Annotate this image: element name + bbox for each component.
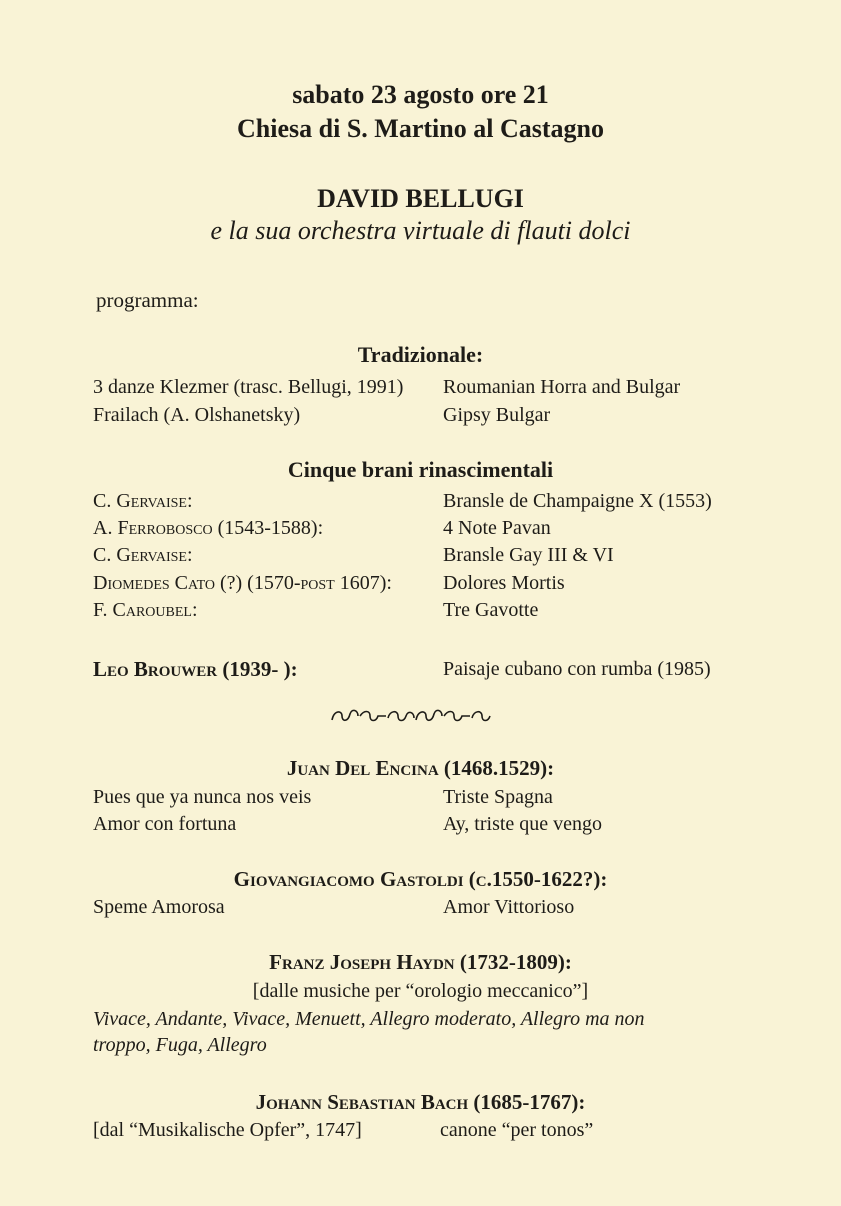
rin-row-2-left: A. Ferrobosco (1543-1588):	[93, 517, 324, 539]
rin-row-1-right: Bransle de Champaigne X (1553)	[443, 490, 712, 512]
haydn-note: [dalle musiche per “orologio meccanico”]	[252, 980, 589, 1002]
bach-title: Johann Sebastian Bach (1685-1767):	[255, 1090, 586, 1114]
rin-row-5-left: F. Caroubel:	[93, 599, 198, 621]
haydn-movements-line-2: troppo, Fuga, Allegro	[93, 1034, 267, 1056]
bach-left: [dal “Musikalische Opfer”, 1747]	[93, 1119, 362, 1141]
rin-row-1-left: C. Gervaise:	[93, 490, 193, 512]
gastoldi-row-1-left: Speme Amorosa	[93, 896, 225, 918]
brouwer-piece: Paisaje cubano con rumba (1985)	[443, 658, 711, 680]
encina-row-1-right: Triste Spagna	[443, 786, 553, 808]
trad-row-1-left: 3 danze Klezmer (trasc. Bellugi, 1991)	[93, 376, 404, 398]
section-title-rinascimentali: Cinque brani rinascimentali	[287, 457, 554, 482]
performer-subtitle: e la sua orchestra virtuale di flauti dolci	[210, 216, 631, 245]
venue-line: Chiesa di S. Martino al Castagno	[237, 114, 604, 143]
encina-row-1-left: Pues que ya nunca nos veis	[93, 786, 312, 808]
rin-row-3-left: C. Gervaise:	[93, 544, 193, 566]
encina-row-2-right: Ay, triste que vengo	[443, 813, 603, 835]
haydn-title: Franz Joseph Haydn (1732-1809):	[269, 950, 572, 974]
section-title-tradizionale: Tradizionale:	[357, 342, 484, 367]
rin-row-2-right: 4 Note Pavan	[443, 517, 551, 539]
date-line: sabato 23 agosto ore 21	[292, 80, 549, 109]
trad-row-2-left: Frailach (A. Olshanetsky)	[93, 404, 301, 426]
brouwer-composer: Leo Brouwer (1939- ):	[93, 657, 298, 681]
encina-row-2-left: Amor con fortuna	[93, 813, 237, 835]
trad-row-1-right: Roumanian Horra and Bulgar	[443, 376, 681, 398]
ornament-divider	[328, 706, 494, 726]
haydn-movements-line-1: Vivace, Andante, Vivace, Menuett, Allegro moderato, Allegro ma non	[93, 1008, 645, 1030]
performer-name: DAVID BELLUGI	[317, 184, 524, 213]
bach-right: canone “per tonos”	[440, 1119, 594, 1141]
encina-title: Juan Del Encina (1468.1529):	[286, 756, 555, 780]
trad-row-2-right: Gipsy Bulgar	[443, 404, 551, 426]
rin-row-3-right: Bransle Gay III & VI	[443, 544, 614, 566]
rin-row-5-right: Tre Gavotte	[443, 599, 539, 621]
gastoldi-row-1-right: Amor Vittorioso	[443, 896, 575, 918]
gastoldi-title: Giovangiacomo Gastoldi (c.1550-1622?):	[233, 867, 608, 891]
programma-label: programma:	[96, 288, 199, 312]
rin-row-4-left: Diomedes Cato (?) (1570-post 1607):	[93, 572, 392, 594]
rin-row-4-right: Dolores Mortis	[443, 572, 565, 594]
